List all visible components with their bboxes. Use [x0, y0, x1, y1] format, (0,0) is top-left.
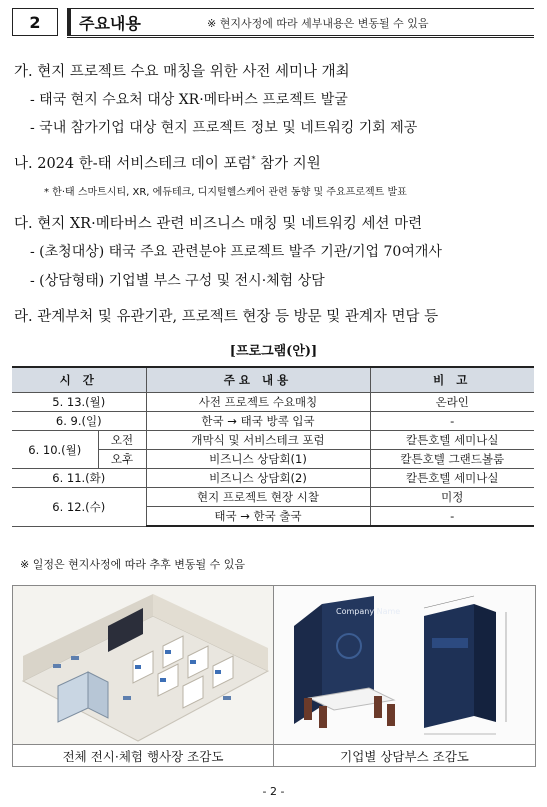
schedule-footnote: ※ 일정은 현지사정에 따라 추후 변동될 수 있음 [20, 558, 245, 571]
booth-caption: 기업별 상담부스 조감도 [274, 744, 535, 767]
table-header-row [12, 367, 534, 393]
table-row [12, 412, 534, 431]
section-da-item-2: - (상담형태) 기업별 부스 구성 및 전시·체험 상담 [30, 273, 325, 289]
section-na-title [14, 152, 321, 173]
program-table [12, 366, 534, 527]
row-date: 5. 13.(월) [12, 393, 146, 412]
row-date: 6. 11.(화) [12, 469, 146, 488]
page-number: - 2 - [262, 785, 285, 798]
row-content: 비즈니스 상담회(2) [146, 469, 370, 488]
row-note: 칼튼호텔 세미나실 [370, 469, 534, 488]
program-title: [프로그램(안)] [229, 344, 318, 359]
table-row [12, 393, 534, 412]
row-content: 현지 프로젝트 현장 시찰 [146, 488, 370, 507]
row-note: 미정 [370, 488, 534, 507]
venue-rendering-illustration [13, 586, 273, 744]
row-date: 6. 12.(수) [12, 488, 146, 527]
title-bar-accent [67, 9, 71, 35]
section-na-title-main: 나. 2024 한-태 서비스테크 데이 포럼 [14, 156, 252, 172]
venue-rendering [13, 586, 274, 744]
section-na-title-tail: 참가 지원 [255, 156, 321, 172]
section-title: 주요내용 [79, 14, 141, 33]
section-ra-title: 라. 관계부처 및 유관기관, 프로젝트 현장 등 방문 및 관계자 면담 등 [14, 309, 439, 325]
header-note: ※ 현지사정에 따라 세부내용은 변동될 수 있음 [207, 17, 429, 30]
header-content: 주요 내용 [146, 367, 370, 393]
row-note: 온라인 [370, 393, 534, 412]
row-session: 오후 [98, 450, 146, 469]
section-ga-item-2: - 국내 참가기업 대상 현지 프로젝트 정보 및 네트워킹 기회 제공 [30, 120, 418, 136]
table-row [12, 469, 534, 488]
header-time: 시 간 [12, 367, 146, 393]
row-note: 칼튼호텔 세미나실 [370, 431, 534, 450]
section-na-note: * 한·태 스마트시티, XR, 에듀테크, 디지털헬스케어 관련 동향 및 주요프로젝트 발표 [44, 187, 407, 198]
section-da-item-1: - (초청대상) 태국 주요 관련분야 프로젝트 발주 기관/기업 70여개사 [30, 244, 442, 260]
row-content: 개막식 및 서비스테크 포럼 [146, 431, 370, 450]
booth-rendering-illustration [274, 586, 535, 744]
row-content: 태국 → 한국 출국 [146, 507, 370, 527]
booth-sign-text: Company Name [336, 607, 401, 616]
section-header [12, 8, 534, 36]
row-session: 오전 [98, 431, 146, 450]
booth-rendering [274, 586, 535, 744]
section-ga-item-1: - 태국 현지 수요처 대상 XR·메타버스 프로젝트 발굴 [30, 92, 348, 108]
section-ga-title: 가. 현지 프로젝트 수요 매칭을 위한 사전 세미나 개최 [14, 64, 350, 80]
row-date: 6. 9.(일) [12, 412, 146, 431]
venue-caption: 전체 전시·체험 행사장 조감도 [13, 744, 274, 767]
table-row [12, 488, 534, 507]
row-note: - [370, 412, 534, 431]
table-row [12, 431, 534, 450]
section-title-bar [67, 8, 534, 38]
section-na-title-mark: * [251, 155, 256, 165]
image-frame [12, 585, 536, 767]
section-da-title: 다. 현지 XR·메타버스 관련 비즈니스 매칭 및 네트워킹 세션 마련 [14, 216, 423, 232]
row-content: 비즈니스 상담회(1) [146, 450, 370, 469]
row-date: 6. 10.(월) [12, 431, 98, 469]
row-note: - [370, 507, 534, 527]
section-number-box: 2 [12, 8, 58, 36]
row-note: 칼튼호텔 그랜드볼룸 [370, 450, 534, 469]
header-note: 비 고 [370, 367, 534, 393]
row-content: 사전 프로젝트 수요매칭 [146, 393, 370, 412]
row-content: 한국 → 태국 방콕 입국 [146, 412, 370, 431]
